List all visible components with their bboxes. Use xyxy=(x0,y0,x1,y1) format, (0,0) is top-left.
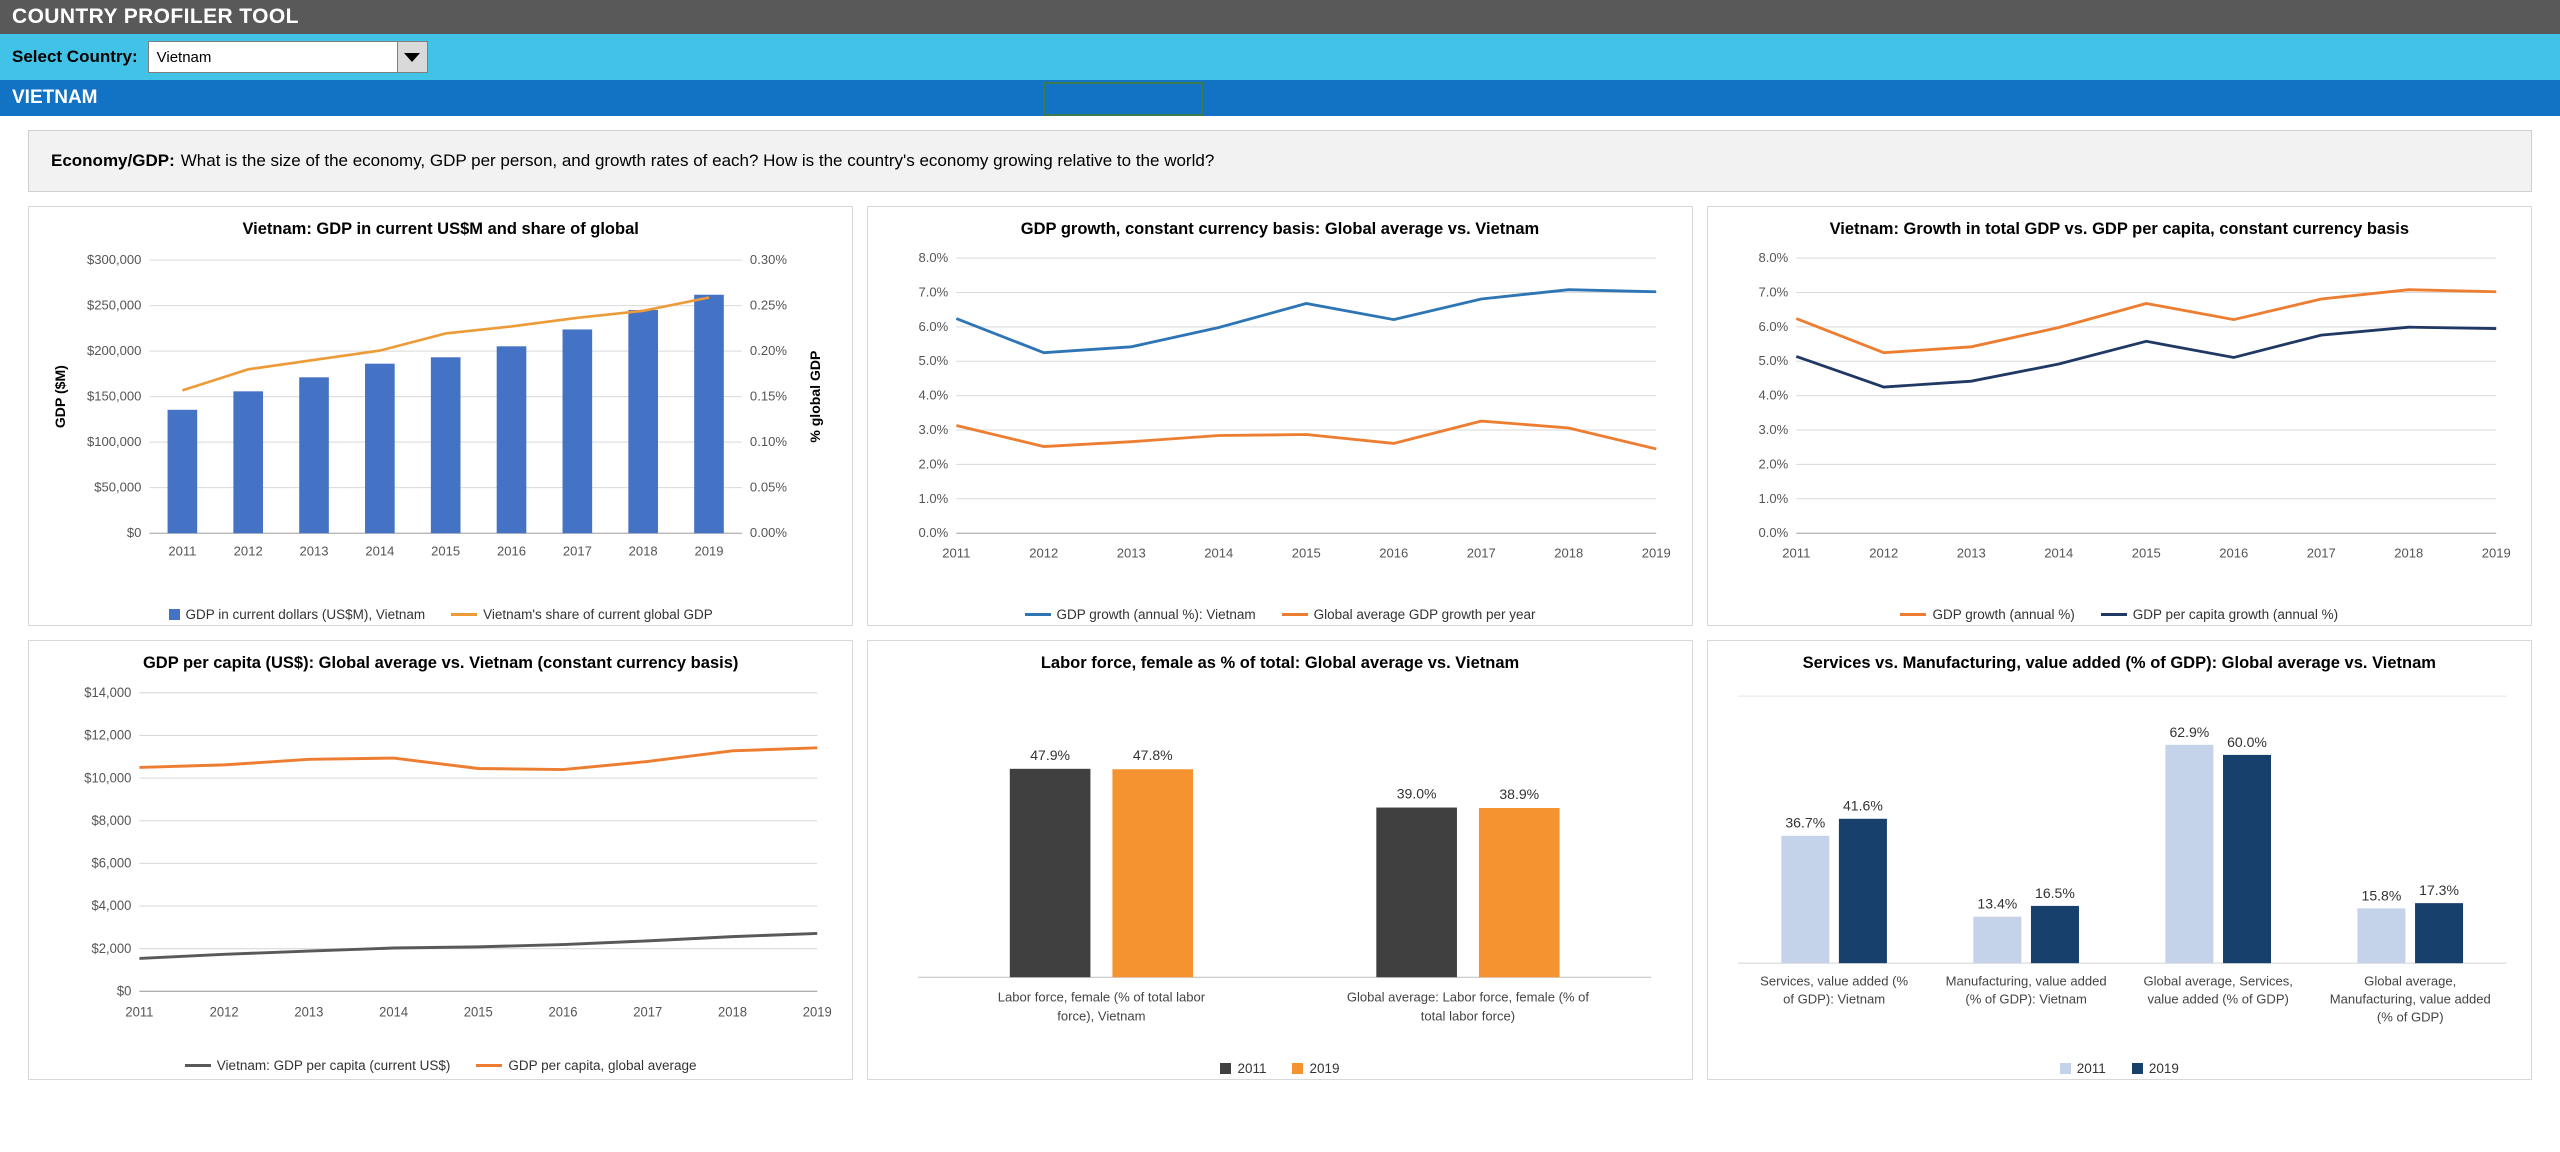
chart-title-gdp-per-capita: GDP per capita (US$): Global average vs. Vietnam (constant currency basis) xyxy=(142,654,739,672)
svg-text:6.0%: 6.0% xyxy=(918,318,949,334)
svg-text:0.0%: 0.0% xyxy=(1758,524,1788,540)
svg-text:2013: 2013 xyxy=(1117,544,1147,560)
svg-text:5.0%: 5.0% xyxy=(918,352,949,368)
svg-text:62.9%: 62.9% xyxy=(2169,723,2209,740)
legend-swatch xyxy=(169,609,180,620)
chart-title-labor-force-female: Labor force, female as % of total: Global average vs. Vietnam xyxy=(1040,654,1520,672)
svg-text:2013: 2013 xyxy=(294,1003,324,1020)
svg-text:(% of GDP): Vietnam: (% of GDP): Vietnam xyxy=(1965,990,2087,1006)
country-banner xyxy=(0,80,2560,116)
charts-grid xyxy=(0,192,2560,1080)
legend-swatch xyxy=(2101,613,2127,616)
svg-text:2012: 2012 xyxy=(1029,544,1059,560)
svg-text:2017: 2017 xyxy=(562,542,592,558)
svg-text:GDP ($M): GDP ($M) xyxy=(52,364,69,428)
legend-swatch xyxy=(185,1064,211,1067)
chart-legend-gdp-vs-percapita-growth xyxy=(1718,603,2521,622)
country-select-bar xyxy=(0,34,2560,80)
chart-legend-gdp-and-share xyxy=(39,603,842,622)
chart-title-gdp-growth: GDP growth, constant currency basis: Global average vs. Vietnam xyxy=(1020,220,1540,238)
chart-panel-gdp-growth xyxy=(867,206,1692,626)
legend-swatch xyxy=(1282,613,1308,616)
chart-legend-gdp-per-capita xyxy=(39,1054,842,1073)
page-title: COUNTRY PROFILER TOOL xyxy=(12,5,299,28)
svg-text:2014: 2014 xyxy=(365,542,395,558)
svg-text:$100,000: $100,000 xyxy=(87,433,142,449)
legend-label: 2011 xyxy=(1237,1061,1267,1077)
svg-text:$6,000: $6,000 xyxy=(91,854,132,871)
svg-text:2013: 2013 xyxy=(299,542,329,558)
legend-item xyxy=(185,1058,451,1073)
chart-legend-gdp-growth xyxy=(878,603,1681,622)
legend-label: GDP per capita, global average xyxy=(508,1058,697,1073)
legend-item xyxy=(2101,607,2338,622)
svg-text:7.0%: 7.0% xyxy=(1758,284,1788,300)
chart-panel-gdp-vs-percapita-growth xyxy=(1707,206,2532,626)
question-label: Economy/GDP: xyxy=(51,151,175,170)
chart-legend-services-vs-manufacturing xyxy=(1718,1057,2521,1076)
svg-text:0.05%: 0.05% xyxy=(749,479,787,495)
svg-text:2015: 2015 xyxy=(1292,544,1322,560)
svg-text:2.0%: 2.0% xyxy=(918,456,949,472)
svg-text:2016: 2016 xyxy=(1379,544,1409,560)
svg-text:47.9%: 47.9% xyxy=(1030,746,1071,763)
svg-text:1.0%: 1.0% xyxy=(1758,490,1788,506)
svg-text:4.0%: 4.0% xyxy=(1758,387,1788,403)
svg-text:$200,000: $200,000 xyxy=(87,342,142,358)
chart-title-services-vs-manufacturing: Services vs. Manufacturing, value added (% of GDP): Global average vs. Vietnam xyxy=(1802,654,2436,672)
svg-text:2017: 2017 xyxy=(1467,544,1497,560)
svg-text:15.8%: 15.8% xyxy=(2361,886,2402,903)
svg-text:8.0%: 8.0% xyxy=(1758,249,1788,265)
svg-text:4.0%: 4.0% xyxy=(918,387,949,403)
chart-title-gdp-and-share: Vietnam: GDP in current US$M and share of global xyxy=(242,220,639,238)
svg-text:8.0%: 8.0% xyxy=(918,249,949,265)
svg-text:Labor force, female (% of tota: Labor force, female (% of total labor xyxy=(998,988,1206,1004)
svg-text:Services, value added (%: Services, value added (% xyxy=(1759,972,1908,988)
svg-text:36.7%: 36.7% xyxy=(1785,814,1825,831)
country-dropdown[interactable] xyxy=(148,41,428,73)
legend-swatch xyxy=(1292,1063,1303,1074)
chart-panel-services-vs-manufacturing xyxy=(1707,640,2532,1080)
select-country-label: Select Country: xyxy=(12,47,138,66)
svg-text:0.00%: 0.00% xyxy=(749,524,787,540)
svg-text:total labor force): total labor force) xyxy=(1421,1008,1516,1024)
svg-text:2016: 2016 xyxy=(2218,544,2248,560)
legend-item xyxy=(476,1058,696,1073)
svg-text:Global average, Services,: Global average, Services, xyxy=(2143,972,2293,988)
legend-swatch xyxy=(1220,1063,1231,1074)
svg-text:2017: 2017 xyxy=(633,1003,663,1020)
svg-text:1.0%: 1.0% xyxy=(918,490,949,506)
legend-label: Global average GDP growth per year xyxy=(1313,607,1536,623)
svg-text:2012: 2012 xyxy=(209,1003,239,1020)
svg-text:2011: 2011 xyxy=(125,1003,154,1020)
legend-label: GDP growth (annual %) xyxy=(1932,607,2075,623)
svg-text:2014: 2014 xyxy=(2043,544,2073,560)
app-title-bar xyxy=(0,0,2560,34)
svg-text:0.30%: 0.30% xyxy=(749,251,787,267)
question-text: What is the size of the economy, GDP per person, and growth rates of each? How is the country's economy growing relative to the world? xyxy=(180,151,1215,170)
svg-text:$0: $0 xyxy=(126,524,142,540)
svg-text:2012: 2012 xyxy=(233,542,263,558)
svg-text:value added (% of GDP): value added (% of GDP) xyxy=(2147,990,2289,1006)
svg-text:16.5%: 16.5% xyxy=(2034,884,2075,901)
chart-title-gdp-vs-percapita-growth: Vietnam: Growth in total GDP vs. GDP per capita, constant currency basis xyxy=(1829,220,2410,238)
svg-text:2015: 2015 xyxy=(431,542,461,558)
svg-text:39.0%: 39.0% xyxy=(1397,785,1437,802)
svg-text:7.0%: 7.0% xyxy=(918,284,949,300)
svg-text:0.20%: 0.20% xyxy=(749,342,787,358)
legend-item xyxy=(169,607,426,622)
svg-text:$4,000: $4,000 xyxy=(91,897,132,913)
svg-text:2019: 2019 xyxy=(694,542,724,558)
legend-swatch xyxy=(476,1064,502,1067)
legend-label: GDP per capita growth (annual %) xyxy=(2132,607,2339,623)
svg-text:0.0%: 0.0% xyxy=(918,524,949,540)
svg-text:2016: 2016 xyxy=(496,542,527,558)
chart-plot-gdp-growth xyxy=(878,242,1681,603)
chart-panel-gdp-per-capita xyxy=(28,640,853,1080)
legend-item xyxy=(1900,607,2074,622)
svg-text:2011: 2011 xyxy=(1781,544,1811,560)
svg-text:2018: 2018 xyxy=(628,542,658,558)
svg-text:2014: 2014 xyxy=(379,1003,409,1020)
legend-label: 2011 xyxy=(2076,1061,2106,1077)
chart-plot-gdp-and-share xyxy=(39,242,842,603)
country-banner-label: VIETNAM xyxy=(12,87,98,108)
svg-text:$10,000: $10,000 xyxy=(84,769,132,785)
chart-panel-gdp-and-share xyxy=(28,206,853,626)
legend-swatch xyxy=(2132,1063,2143,1074)
svg-text:5.0%: 5.0% xyxy=(1758,352,1788,368)
chart-plot-labor-force-female xyxy=(878,676,1681,1058)
country-dropdown-value: Vietnam xyxy=(156,48,212,66)
legend-item xyxy=(2132,1061,2179,1076)
legend-item xyxy=(1220,1061,1266,1076)
svg-text:$250,000: $250,000 xyxy=(87,297,142,313)
legend-label: 2019 xyxy=(1309,1061,1340,1077)
legend-item xyxy=(1282,607,1536,622)
svg-text:2.0%: 2.0% xyxy=(1758,456,1788,472)
chart-plot-gdp-vs-percapita-growth xyxy=(1718,242,2521,603)
legend-swatch xyxy=(1025,613,1051,616)
legend-label: Vietnam's share of current global GDP xyxy=(483,607,713,623)
svg-text:2019: 2019 xyxy=(1642,544,1672,560)
svg-text:2018: 2018 xyxy=(1554,544,1584,560)
svg-text:force), Vietnam: force), Vietnam xyxy=(1057,1008,1146,1024)
svg-text:$14,000: $14,000 xyxy=(84,684,132,700)
svg-text:$150,000: $150,000 xyxy=(87,388,142,404)
svg-text:2011: 2011 xyxy=(942,544,971,560)
chart-panel-labor-force-female xyxy=(867,640,1692,1080)
legend-item xyxy=(451,607,713,622)
svg-text:17.3%: 17.3% xyxy=(2418,881,2459,898)
svg-text:2011: 2011 xyxy=(168,542,197,558)
legend-item xyxy=(1292,1061,1339,1076)
legend-swatch xyxy=(451,613,477,616)
svg-text:Global average: Labor force, f: Global average: Labor force, female (% of xyxy=(1347,988,1590,1004)
legend-label: Vietnam: GDP per capita (current US$) xyxy=(216,1058,451,1073)
chart-plot-gdp-per-capita xyxy=(39,676,842,1054)
svg-text:Manufacturing, value added: Manufacturing, value added xyxy=(2329,990,2491,1006)
svg-text:3.0%: 3.0% xyxy=(1758,421,1788,437)
svg-text:0.25%: 0.25% xyxy=(749,297,787,313)
question-banner xyxy=(28,130,2532,192)
svg-text:$50,000: $50,000 xyxy=(94,479,142,495)
svg-text:$12,000: $12,000 xyxy=(84,727,132,743)
svg-text:2012: 2012 xyxy=(1868,544,1898,560)
svg-text:2014: 2014 xyxy=(1204,544,1234,560)
svg-text:2016: 2016 xyxy=(548,1003,578,1020)
chart-legend-labor-force-female xyxy=(878,1057,1681,1076)
svg-text:60.0%: 60.0% xyxy=(2226,733,2267,750)
svg-text:2018: 2018 xyxy=(2393,544,2423,560)
question-section xyxy=(0,116,2560,192)
legend-swatch xyxy=(2060,1063,2071,1074)
svg-text:0.15%: 0.15% xyxy=(749,388,787,404)
svg-text:Manufacturing, value added: Manufacturing, value added xyxy=(1945,972,2107,988)
svg-text:$0: $0 xyxy=(116,982,132,999)
svg-text:2015: 2015 xyxy=(2131,544,2161,560)
svg-text:47.8%: 47.8% xyxy=(1133,746,1173,763)
svg-text:2017: 2017 xyxy=(2306,544,2336,560)
svg-text:41.6%: 41.6% xyxy=(1842,797,1883,814)
svg-text:$8,000: $8,000 xyxy=(91,812,132,828)
svg-text:2015: 2015 xyxy=(463,1003,493,1020)
svg-text:2018: 2018 xyxy=(717,1003,748,1020)
svg-text:% global GDP: % global GDP xyxy=(807,350,824,443)
svg-text:2019: 2019 xyxy=(2481,544,2511,560)
svg-text:$2,000: $2,000 xyxy=(91,940,132,956)
legend-label: GDP in current dollars (US$M), Vietnam xyxy=(185,607,426,623)
chevron-down-icon[interactable] xyxy=(397,42,427,72)
legend-label: 2019 xyxy=(2148,1061,2179,1077)
svg-text:(% of GDP): (% of GDP) xyxy=(2376,1009,2444,1025)
svg-text:13.4%: 13.4% xyxy=(1977,895,2017,912)
svg-text:3.0%: 3.0% xyxy=(918,421,949,437)
chart-plot-services-vs-manufacturing xyxy=(1718,676,2521,1058)
svg-text:38.9%: 38.9% xyxy=(1499,785,1540,802)
svg-text:2013: 2013 xyxy=(1956,544,1986,560)
selection-highlight-box[interactable] xyxy=(1043,82,1203,116)
svg-text:of GDP): Vietnam: of GDP): Vietnam xyxy=(1782,990,1885,1006)
legend-item xyxy=(1025,607,1256,622)
legend-item xyxy=(2060,1061,2106,1076)
svg-text:0.10%: 0.10% xyxy=(749,433,787,449)
svg-text:2019: 2019 xyxy=(802,1003,832,1020)
svg-text:Global average,: Global average, xyxy=(2363,972,2456,988)
svg-text:$300,000: $300,000 xyxy=(87,251,142,267)
legend-label: GDP growth (annual %): Vietnam xyxy=(1056,607,1256,623)
svg-text:6.0%: 6.0% xyxy=(1758,318,1788,334)
legend-swatch xyxy=(1900,613,1926,616)
